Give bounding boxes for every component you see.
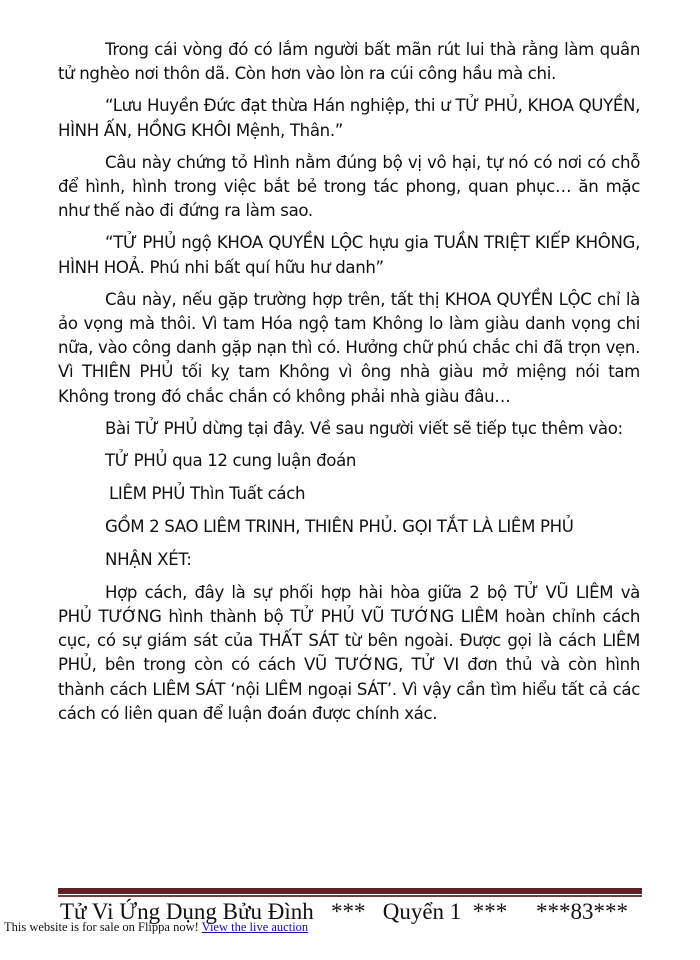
- paragraph-1: Trong cái vòng đó có lắm người bất mãn rút lui thà rằng làm quân tử nghèo nơi thôn dã. Còn hơn vào lòn ra cúi công hầu mà chi.: [58, 40, 640, 84]
- live-auction-link[interactable]: View the live auction: [201, 920, 309, 934]
- remark-paragraph: Hợp cách, đây là sự phối hợp hài hòa giữa 2 bộ TỬ VŨ LIÊM và PHỦ TƯỚNG hình thành bộ TỬ PHỦ VŨ TƯỚNG LIÊM hoàn chỉnh cách cục, có sự giám sát của THẤT SÁT từ bên ngoài. Được gọi là cách LIÊM PHỦ, bên trong còn có cách VŨ TƯỚNG, TỬ VI đơn thủ và còn hình thành cách LIÊM SÁT ‘nội LIÊM ngoại SÁT’. Vì vậy cần tìm hiểu tất cả các cách có liên quan để luận đoán được chính xác.: [58, 582, 640, 723]
- sale-banner-text: This website is for sale on Flippa now!: [4, 920, 202, 934]
- footer-rule: [58, 888, 642, 898]
- subsection-heading: LIÊM PHỦ Thìn Tuất cách: [109, 484, 306, 504]
- remark-label: NHẬN XÉT:: [105, 549, 192, 569]
- quote-1: “Lưu Huyền Đức đạt thừa Hán nghiệp, thi ư TỬ PHỦ, KHOA QUYỀN, HÌNH ẤN, HỒNG KHÔI Mệnh, Thân.”: [58, 96, 640, 140]
- footer-rule-thin: [58, 895, 642, 897]
- paragraph-4: Bài TỬ PHỦ dừng tại đây. Về sau người viết sẽ tiếp tục thêm vào:: [105, 418, 623, 438]
- section-heading: TỬ PHỦ qua 12 cung luận đoán: [105, 451, 357, 471]
- document-page: [58, 38, 640, 734]
- paragraph-3: Câu này, nếu gặp trường hợp trên, tất thị KHOA QUYỀN LỘC chỉ là ảo vọng mà thôi. Vì tam Hóa ngộ tam Không lo làm giàu danh vọng chi nữa, vào công danh gặp nạn thì có. Hưởng chữ phú chắc chi đã trọn vẹn. Vì THIÊN PHỦ tối kỵ tam Không vì ông nhà giàu mở miệng nói tam Không trong đó chắc chắn có không phải nhà giàu đâu…: [58, 289, 640, 406]
- page-footer: Tử Vi Ứng Dụng Bửu Đình *** Quyển 1 *** ***83***: [60, 899, 629, 924]
- composition-heading: GỒM 2 SAO LIÊM TRINH, THIÊN PHỦ. GỌI TẮT LÀ LIÊM PHỦ: [105, 517, 574, 537]
- paragraph-2: Câu này chứng tỏ Hình nằm đúng bộ vị vô hại, tự nó có nơi có chỗ để hình, hình trong việc bắt bẻ trong tác phong, quan phục… ăn mặc như thế nào đi đứng ra làm sao.: [58, 152, 640, 221]
- sale-banner: [4, 920, 308, 934]
- quote-2: “TỬ PHỦ ngộ KHOA QUYỀN LỘC hựu gia TUẦN TRIỆT KIẾP KHÔNG, HÌNH HOẢ. Phú nhi bất quí hữu hư danh”: [58, 233, 640, 277]
